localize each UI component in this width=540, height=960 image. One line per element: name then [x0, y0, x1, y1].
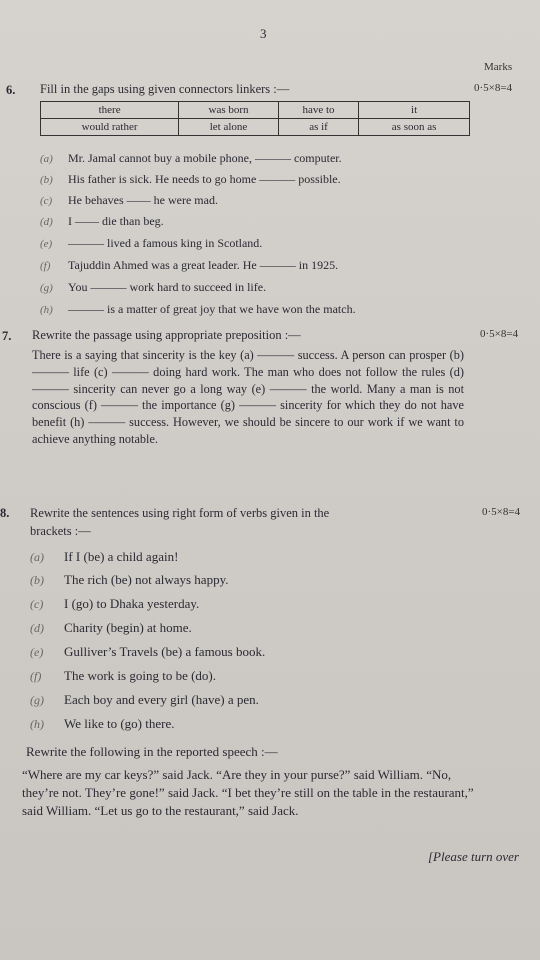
item-label: (e)	[40, 238, 53, 250]
item-label: (h)	[40, 304, 53, 316]
q9-instruction: Rewrite the following in the reported speech :—	[26, 744, 278, 759]
item-text: Charity (begin) at home.	[64, 620, 192, 635]
connector-cell: as if	[278, 119, 358, 136]
q8-number: 8.	[0, 506, 10, 520]
q6-item	[40, 172, 341, 187]
item-label: (b)	[40, 174, 53, 186]
connector-cell: would rather	[41, 119, 179, 136]
page-number: 3	[260, 26, 267, 41]
q7-number: 7.	[2, 329, 12, 343]
connector-cell: let alone	[179, 119, 279, 136]
connectors-row	[41, 119, 470, 136]
item-label: (c)	[30, 597, 44, 611]
item-text: ——— is a matter of great joy that we have won the match.	[68, 302, 356, 316]
q6-number: 6.	[6, 83, 16, 97]
connector-cell: there	[41, 102, 179, 119]
item-label: (c)	[40, 195, 53, 207]
item-text: He behaves —— he were mad.	[68, 193, 218, 207]
q7-instruction: Rewrite the passage using appropriate preposition :—	[32, 328, 301, 342]
q6-instruction: Fill in the gaps using given connectors linkers :—	[40, 82, 290, 96]
item-label: (g)	[40, 282, 53, 294]
q8-item	[30, 549, 178, 565]
connector-cell: as soon as	[359, 119, 470, 136]
marks-heading: Marks	[484, 61, 513, 73]
item-text: I (go) to Dhaka yesterday.	[64, 596, 200, 611]
item-label: (d)	[30, 621, 44, 635]
q6-item	[40, 258, 338, 273]
item-text: You ——— work hard to succeed in life.	[68, 280, 267, 294]
item-text: I —— die than beg.	[68, 214, 164, 228]
q8-instruction: Rewrite the sentences using right form of verbs given in the	[30, 506, 330, 520]
connectors-table	[40, 101, 470, 136]
q8-item	[30, 692, 259, 708]
item-text: Mr. Jamal cannot buy a mobile phone, ——— computer.	[68, 151, 342, 165]
q7-marks: 0·5×8=4	[480, 328, 519, 340]
q8-instruction-cont: brackets :—	[30, 524, 91, 538]
item-text: The work is going to be (do).	[64, 668, 217, 683]
connectors-row	[41, 102, 470, 119]
item-text: The rich (be) not always happy.	[64, 572, 229, 587]
item-label: (b)	[30, 573, 44, 587]
q8-item	[30, 644, 265, 660]
q8-item	[30, 596, 199, 612]
item-label: (a)	[30, 550, 44, 564]
q7-passage: There is a saying that sincerity is the key (a) ——— success. A person can prosper (b) ——— life (c) ——— doing hard work. The man who does not follow the rules (d) ——— sincerity can never go a long way (e) ——— the world. Many a man is not conscious (f) ——— the importance (g) ——— sincerity for which they do not have benefit (h) ——— success. However, we should be sincere to our work if we want to achieve anything notable.	[32, 348, 464, 446]
connector-cell: have to	[278, 102, 358, 119]
item-text: Each boy and every girl (have) a pen.	[64, 692, 259, 707]
item-text: Gulliver’s Travels (be) a famous book.	[64, 644, 266, 659]
item-label: (a)	[40, 153, 53, 165]
item-text: His father is sick. He needs to go home ——— possible.	[68, 172, 341, 186]
q6-item	[40, 302, 356, 317]
item-label: (g)	[30, 693, 44, 707]
item-label: (d)	[40, 216, 53, 228]
q9-passage: “Where are my car keys?” said Jack. “Are they in your purse?” said William. “No, they’re not. They’re gone!” said Jack. “I bet they’re still on the table in the restaurant,” said William. “Let us go to the restaurant,” said Jack.	[22, 767, 474, 818]
q6-item	[40, 193, 218, 208]
item-text: ——— lived a famous king in Scotland.	[68, 236, 263, 250]
item-text: If I (be) a child again!	[64, 549, 179, 564]
connector-cell: it	[359, 102, 470, 119]
item-text: We like to (go) there.	[64, 716, 175, 731]
q8-marks: 0·5×8=4	[482, 506, 521, 518]
q8-item	[30, 572, 229, 588]
q8-item	[30, 668, 216, 684]
item-label: (h)	[30, 717, 44, 731]
q6-item	[40, 280, 266, 295]
turn-over-note: [Please turn over	[428, 849, 519, 864]
connector-cell: was born	[179, 102, 279, 119]
item-label: (f)	[40, 260, 51, 272]
q6-item	[40, 236, 262, 251]
item-label: (e)	[30, 645, 44, 659]
q6-item	[40, 214, 164, 229]
q8-item	[30, 716, 175, 732]
q6-item	[40, 151, 342, 166]
item-text: Tajuddin Ahmed was a great leader. He ——— in 1925.	[68, 258, 339, 272]
q8-item	[30, 620, 192, 636]
item-label: (f)	[30, 669, 42, 683]
q6-marks: 0·5×8=4	[474, 82, 513, 94]
